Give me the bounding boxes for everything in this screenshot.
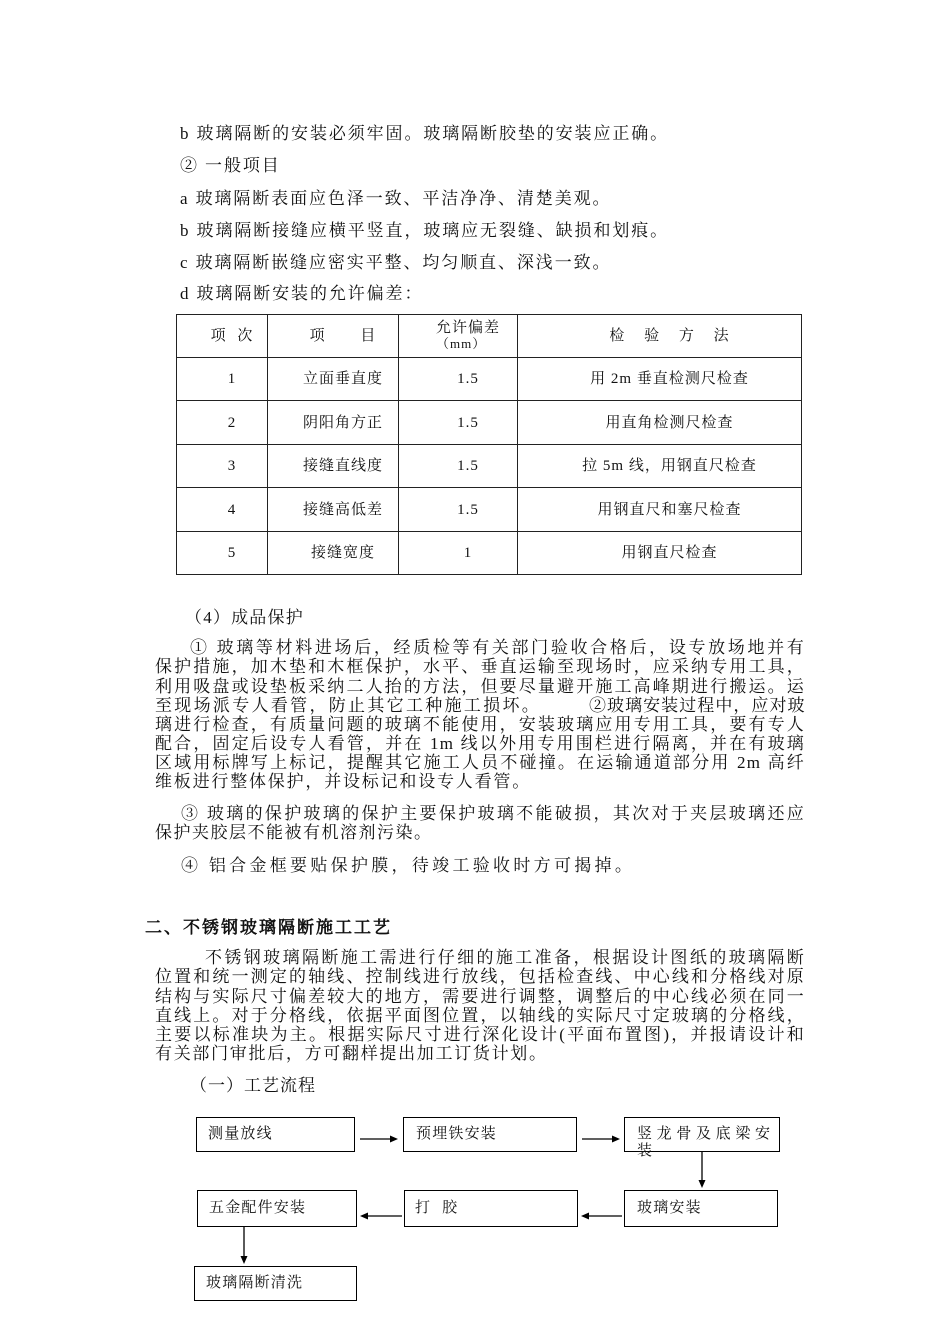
- row-no-cell: 5: [177, 532, 268, 575]
- flow-step-keel-beam: 竖龙骨及底梁安装: [624, 1117, 780, 1152]
- row-deviation-cell: 1.5: [399, 445, 518, 488]
- row-method-cell: 用钢直尺和塞尺检查: [518, 488, 802, 532]
- section-heading: 二、不锈钢玻璃隔断施工工艺: [145, 918, 392, 937]
- flow-arrow-glass-to-sealant: [581, 1213, 622, 1220]
- intro-paragraph-line: 结构与实际尺寸偏差较大的地方，需要进行调整，调整后的中心线必须在同一: [155, 987, 805, 1006]
- row-deviation-cell: 1.5: [399, 488, 518, 532]
- row-method-cell: 用直角检测尺检查: [518, 401, 802, 445]
- flow-step-embedded-iron: 预埋铁安装: [403, 1117, 577, 1152]
- intro-paragraph-line: 不锈钢玻璃隔断施工需进行仔细的施工准备，根据设计图纸的玻璃隔断: [205, 948, 805, 967]
- flow-arrow-sealant-to-hardware: [360, 1213, 402, 1220]
- protection-paragraph-3-line: 保护夹胶层不能被有机溶剂污染。: [155, 823, 433, 842]
- row-deviation-cell: 1.5: [399, 401, 518, 445]
- protection-paragraph-1-line: 璃进行检查，有质量问题的玻璃不能使用，安装玻璃应用专用工具，要有专人: [155, 715, 805, 734]
- protection-paragraph-1-line: 配合，固定后设专人看管，并在 1m 线以外用专用围栏进行隔离，并在有玻璃: [155, 734, 805, 753]
- flow-arrow-embedded-to-keel: [582, 1136, 620, 1143]
- header-item: 项 目: [268, 315, 399, 358]
- protection-paragraph-1-line: 至现场派专人看管，防止其它工种施工损坏。: [155, 696, 540, 715]
- protection-paragraph-2-start: ②玻璃安装过程中，应对玻: [589, 696, 805, 715]
- protection-paragraph-1-line: 区域用标牌写上标记，提醒其它施工人员不碰撞。在运输通道部分用 2m 高纤: [155, 753, 805, 772]
- flow-arrow-hardware-to-cleaning: [241, 1227, 248, 1264]
- header-deviation-unit: （mm）: [436, 336, 487, 351]
- table-row: [177, 445, 802, 488]
- protection-paragraph-4: ④ 铝合金框要贴保护膜，待竣工验收时方可揭掉。: [181, 856, 636, 875]
- intro-paragraph-line: 位置和统一测定的轴线、控制线进行放线，包括检查线、中心线和分格线对原: [155, 967, 805, 986]
- header-deviation-label: 允许偏差: [436, 320, 501, 336]
- intro-paragraph-line: 主要以标准块为主。根据实际尺寸进行深化设计(平面布置图)，并报请设计和: [155, 1025, 805, 1044]
- table-header-row: [177, 315, 802, 358]
- protection-paragraph-1-line: 保护措施，加木垫和木框保护，水平、垂直运输至现场时，应采纳专用工具，: [155, 657, 805, 676]
- flow-step-cleaning: 玻璃隔断清洗: [194, 1266, 357, 1301]
- intro-paragraph-line: 直线上。对于分格线，依据平面图位置，以轴线的实际尺寸定玻璃的分格线，: [155, 1006, 805, 1025]
- flow-step-survey-layout: 测量放线: [196, 1117, 355, 1152]
- row-item-cell: 阴阳角方正: [268, 401, 399, 445]
- protection-paragraph-1-line: ① 玻璃等材料进场后，经质检等有关部门验收合格后，设专放场地并有: [190, 638, 805, 657]
- table-row: [177, 358, 802, 401]
- flow-arrow-survey-to-embedded: [360, 1136, 398, 1143]
- row-no-cell: 1: [177, 358, 268, 401]
- table-row: [177, 532, 802, 575]
- flow-step-glass-install: 玻璃安装: [624, 1190, 778, 1227]
- table-row: [177, 401, 802, 445]
- row-no-cell: 2: [177, 401, 268, 445]
- row-no-cell: 4: [177, 488, 268, 532]
- header-method: 检 验 方 法: [518, 315, 802, 358]
- general-item-b: b 玻璃隔断接缝应横平竖直，玻璃应无裂缝、缺损和划痕。: [180, 221, 670, 240]
- process-title: （一）工艺流程: [190, 1076, 316, 1095]
- main-item-b: b 玻璃隔断的安装必须牢固。玻璃隔断胶垫的安装应正确。: [180, 124, 670, 143]
- general-item-d: d 玻璃隔断安装的允许偏差：: [180, 284, 424, 303]
- protection-paragraph-1-line: 利用吸盘或设垫板采纳二人抬的方法，但要尽量避开施工高峰期进行搬运。运: [155, 677, 805, 696]
- tolerance-table: [176, 314, 802, 575]
- general-item-c: c 玻璃隔断嵌缝应密实平整、均匀顺直、深浅一致。: [180, 253, 612, 272]
- general-item-a: a 玻璃隔断表面应色泽一致、平洁净净、清楚美观。: [180, 189, 612, 208]
- general-items-title: ② 一般项目: [180, 156, 281, 175]
- flow-arrow-keel-to-glass: [699, 1152, 706, 1188]
- row-method-cell: 用钢直尺检查: [518, 532, 802, 575]
- header-item-no: 项 次: [177, 315, 268, 358]
- table-row: [177, 488, 802, 532]
- header-deviation: [399, 315, 518, 358]
- row-deviation-cell: 1: [399, 532, 518, 575]
- protection-paragraph-3-line: ③ 玻璃的保护玻璃的保护主要保护玻璃不能破损，其次对于夹层玻璃还应: [181, 804, 805, 823]
- flow-step-sealant: 打 胶: [404, 1190, 578, 1227]
- row-method-cell: 拉 5m 线，用钢直尺检查: [518, 445, 802, 488]
- row-method-cell: 用 2m 垂直检测尺检查: [518, 358, 802, 401]
- protection-paragraph-1-line: 维板进行整体保护，并设标记和设专人看管。: [155, 772, 531, 791]
- row-item-cell: 接缝宽度: [268, 532, 399, 575]
- row-item-cell: 接缝直线度: [268, 445, 399, 488]
- row-no-cell: 3: [177, 445, 268, 488]
- row-item-cell: 接缝高低差: [268, 488, 399, 532]
- intro-paragraph-line: 有关部门审批后，方可翻样提出加工订货计划。: [155, 1044, 548, 1063]
- row-deviation-cell: 1.5: [399, 358, 518, 401]
- flow-step-hardware: 五金配件安装: [197, 1190, 357, 1227]
- protection-title: （4）成品保护: [185, 608, 304, 627]
- row-item-cell: 立面垂直度: [268, 358, 399, 401]
